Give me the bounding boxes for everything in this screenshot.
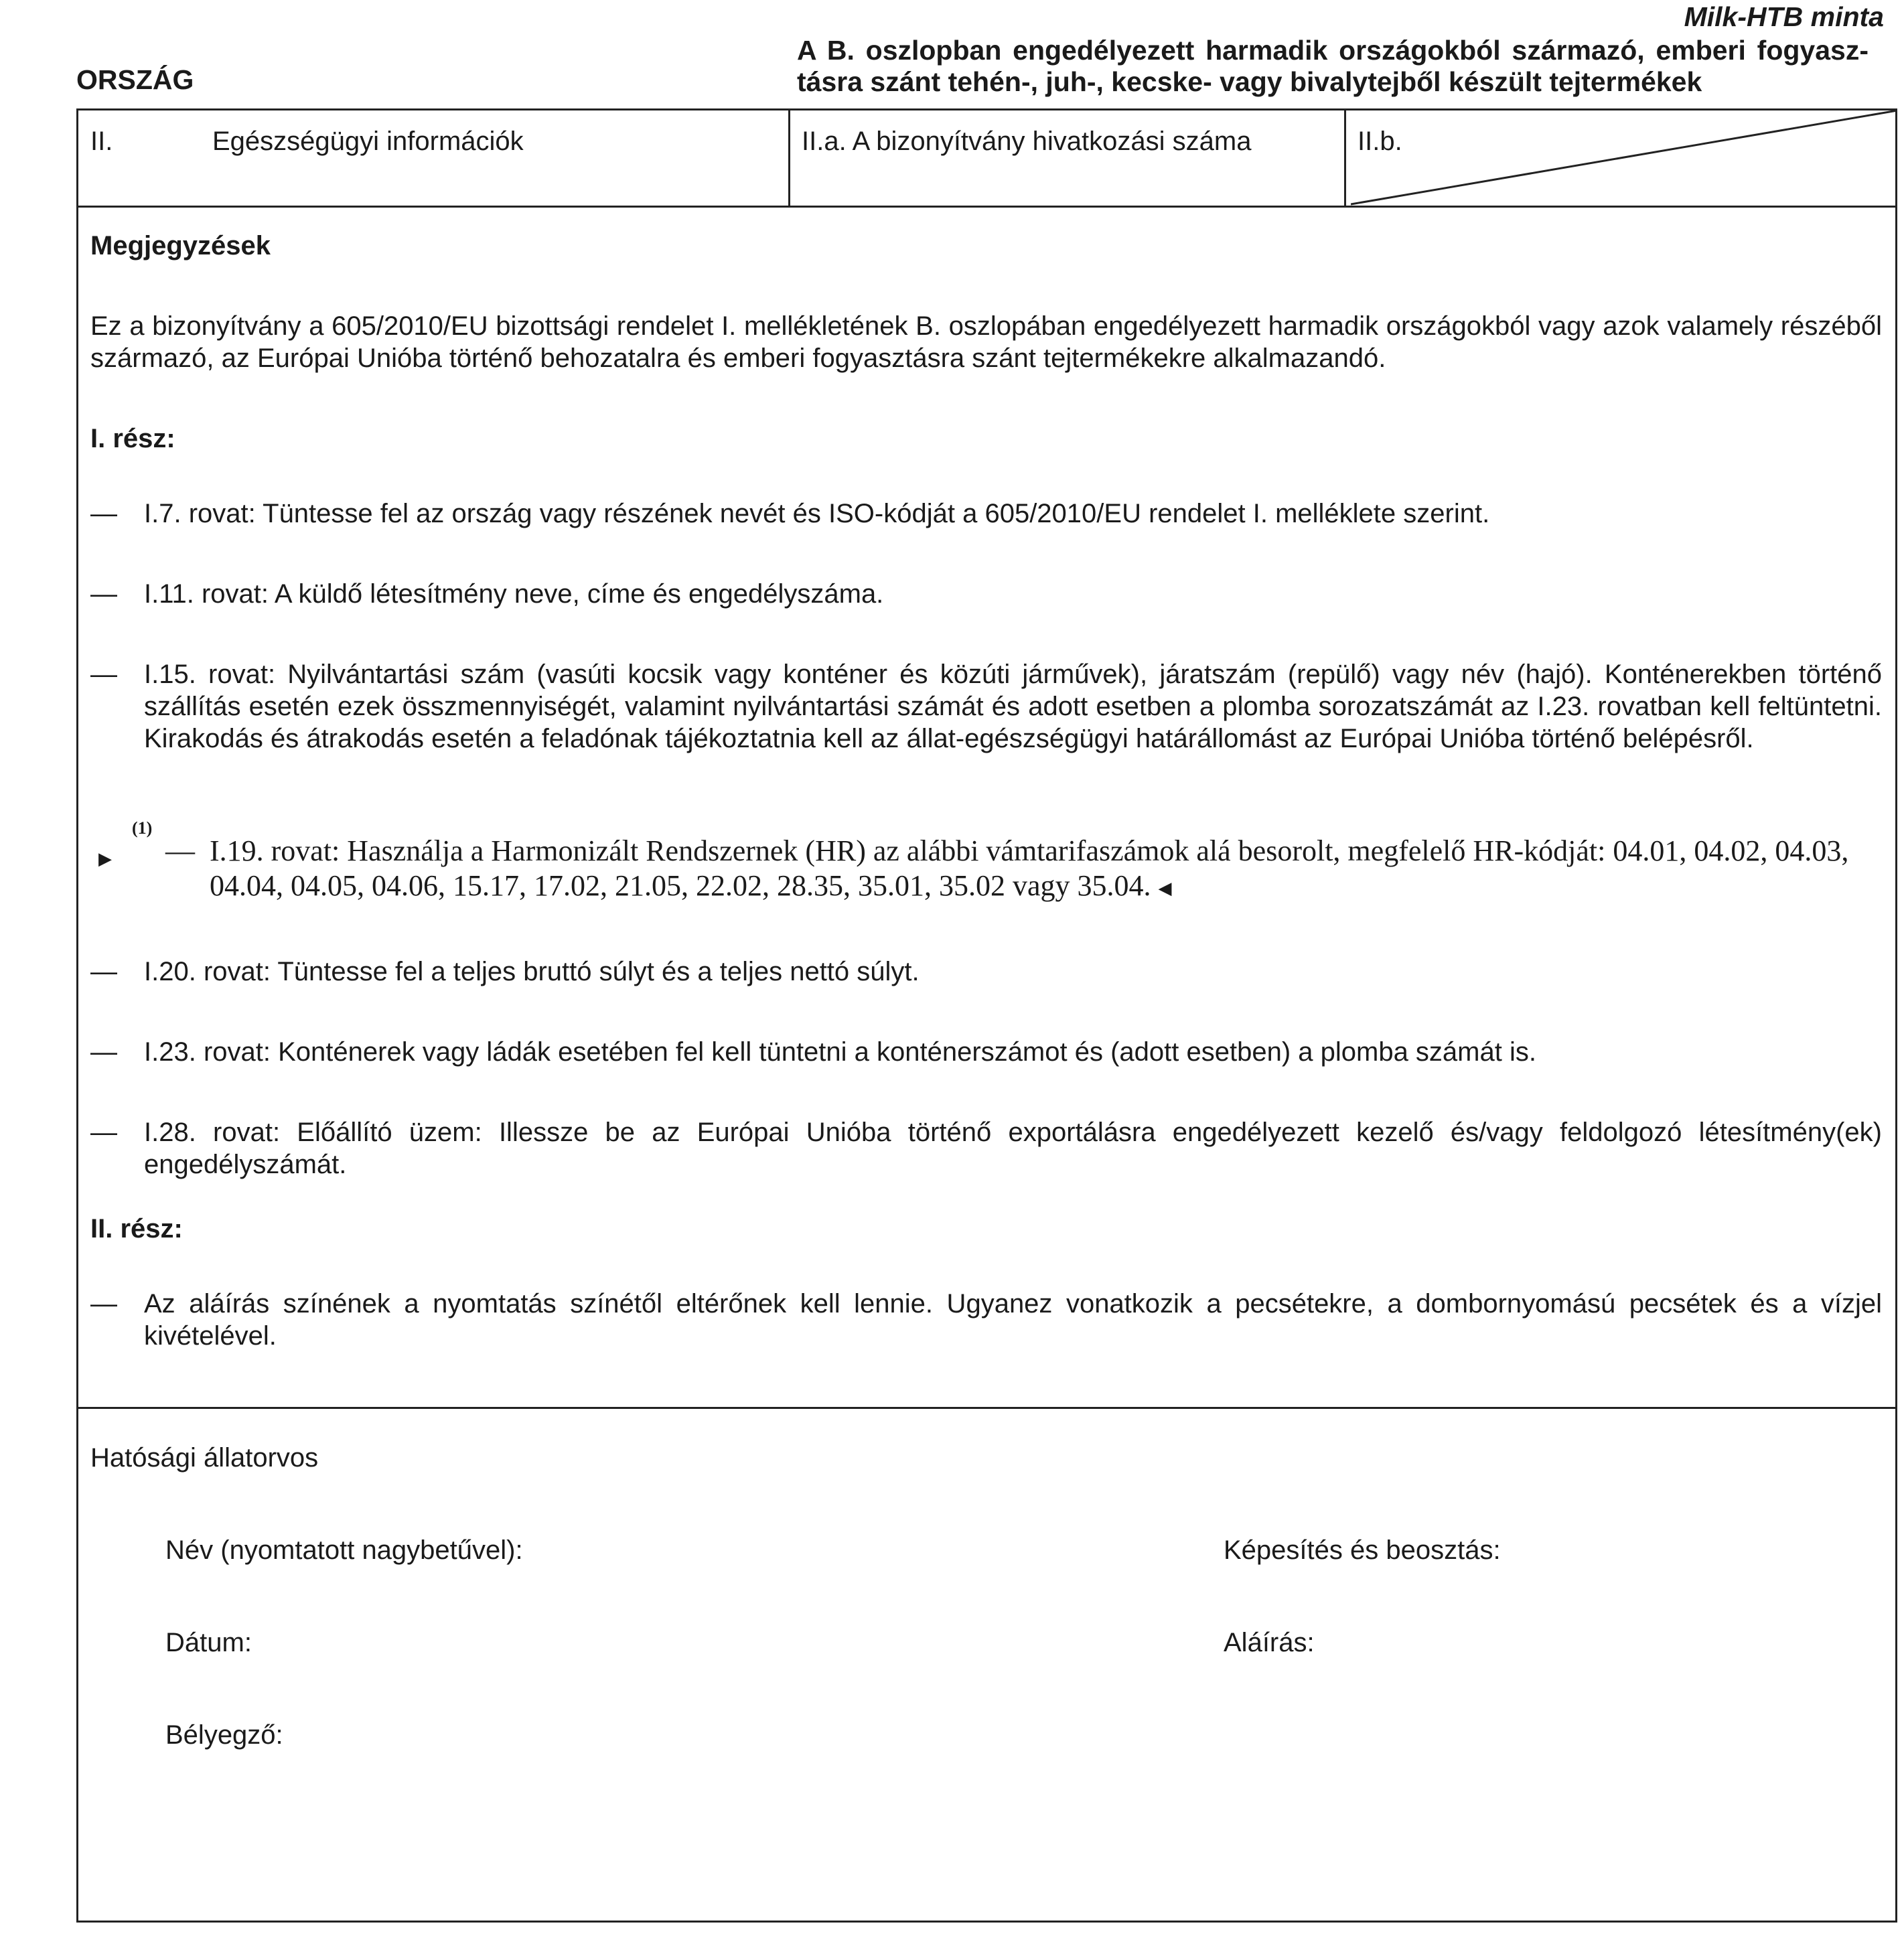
section-number: II. [90, 127, 113, 156]
stamp-label: Bélyegző: [165, 1720, 283, 1750]
part2-heading: II. rész: [90, 1214, 183, 1244]
name-label: Név (nyomtatott nagybetűvel): [165, 1535, 523, 1565]
amendment-end-marker: ◀ [1158, 878, 1172, 898]
amendment-start-marker: ▶ [98, 849, 112, 869]
signature-section-divider [78, 1407, 1895, 1409]
amended-list-item: ▶ (1) — I.19. rovat: Használja a Harmonizált Rendszernek (HR) az alábbi vámtarifaszámok alá besorolt, megfelelő HR-kódját: 04.01, 04.02, 04.03, 04.04, 04.05, 04.06, 15.17, 17.02, 21.05, 22.02, 28.35, 35.01, 35.02 vagy 35.04. ◀ [98, 834, 1855, 906]
part1-heading: I. rész: [90, 424, 175, 453]
country-label: ORSZÁG [76, 64, 194, 95]
certificate-frame [76, 108, 1897, 1923]
list-item: — I.15. rovat: Nyilvántartási szám (vasúti kocsik vagy konténer és közúti járművek), járatszám (repülő) vagy név (hajó). Konténerekben történő szállítás esetén ezek összmennyiségét, valamint nyilvántartási számát és adott esetben a plomba sorozatszámát az I.23. rovatban kell feltüntetni. Kirakodás és átrakodás esetén a feladónak tájékoztatnia kell az állat-egészségügyi határállomást az Európai Unióba történő belépésről. [90, 660, 1882, 753]
notes-heading: Megjegyzések [90, 231, 271, 260]
list-item: — I.23. rovat: Konténerek vagy ládák esetében fel kell tüntetni a konténerszámot és (adott esetben) a plomba számát is. [90, 1037, 1536, 1067]
list-item: — I.28. rovat: Előállító üzem: Illessze be az Európai Unióba történő exportálásra engedélyezett kezelő és/vagy feldolgozó létesítmény(ek) engedélyszámát. [90, 1118, 1882, 1179]
list-item: — I.11. rovat: A küldő létesítmény neve, címe és engedélyszáma. [90, 579, 884, 609]
list-item: — Az aláírás színének a nyomtatás színétől eltérőnek kell lennie. Ugyanez vonatkozik a pecsétekre, a dombornyomású pecsétek és a vízjel kivételével. [90, 1289, 1882, 1351]
signature-label: Aláírás: [1224, 1628, 1315, 1657]
official-veterinarian-heading: Hatósági állatorvos [90, 1443, 319, 1473]
amendment-reference: (1) [132, 818, 153, 838]
column-divider [788, 110, 790, 206]
iib-label: II.b. [1358, 127, 1402, 156]
column-divider [1344, 110, 1346, 206]
header-row-divider [78, 206, 1895, 208]
list-item: — I.20. rovat: Tüntesse fel a teljes bruttó súlyt és a teljes nettó súlyt. [90, 957, 920, 986]
model-label: Milk-HTB minta [1684, 1, 1884, 32]
page-title: A B. oszlopban engedélyezett harmadik országokból származó, emberi fogyasztásra szánt tehén-, juh-, kecske- vagy bivalytejből készült tejtermékek [797, 35, 1869, 97]
reference-number-label: II.a. A bizonyítvány hivatkozási száma [802, 127, 1252, 156]
qualification-label: Képesítés és beosztás: [1224, 1535, 1501, 1565]
section-title: Egészségügyi információk [212, 127, 524, 156]
diagonal-strike [1351, 110, 1897, 206]
list-item: — I.7. rovat: Tüntesse fel az ország vagy részének nevét és ISO-kódját a 605/2010/EU rendelet I. melléklete szerint. [90, 499, 1490, 528]
date-label: Dátum: [165, 1628, 252, 1657]
notes-intro: Ez a bizonyítvány a 605/2010/EU bizottsági rendelet I. mellékletének B. oszlopában engedélyezett harmadik országokból vagy azok valamely részéből származó, az Európai Unióba történő behozatalra és emberi fogyasztásra szánt tejtermékekre alkalmazandó. [90, 311, 1882, 373]
